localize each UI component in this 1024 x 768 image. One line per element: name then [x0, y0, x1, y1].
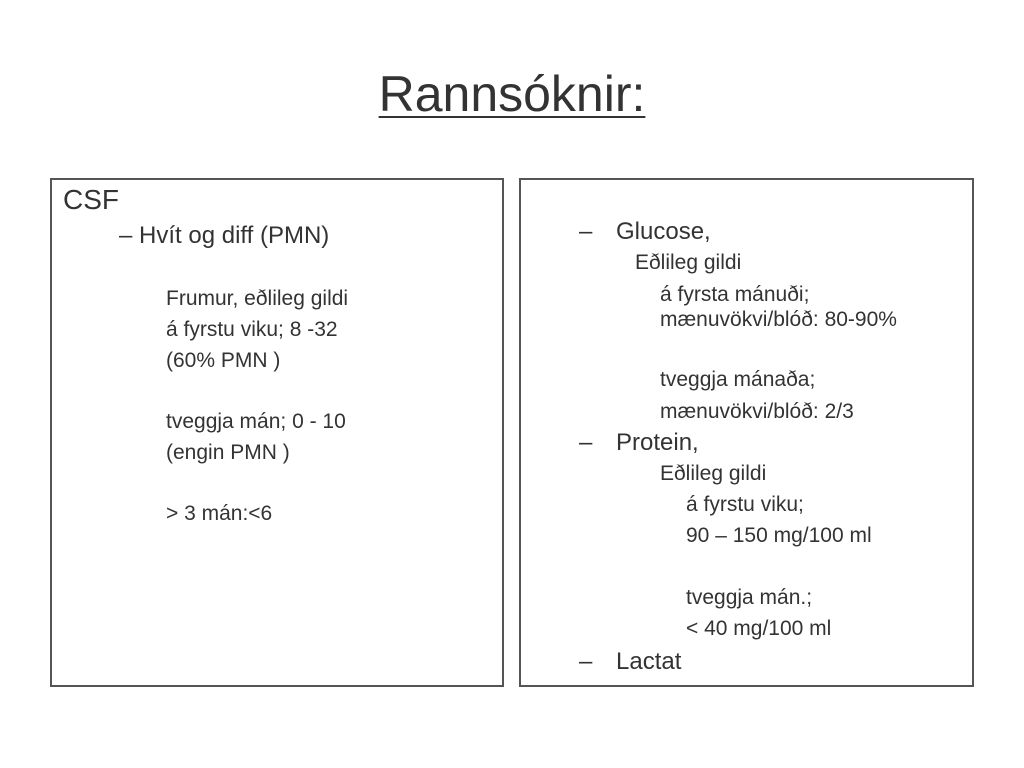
- no-pmn-line: (engin PMN ): [166, 441, 290, 464]
- glucose-bullet: –: [579, 218, 593, 245]
- wbc-diff-item: – Hvít og diff (PMN): [119, 222, 330, 249]
- glucose-two-months-line: tveggja mánaða;: [660, 368, 816, 391]
- protein-first-week-line: á fyrstu viku;: [686, 493, 804, 516]
- over-3-months-line: > 3 mán:<6: [166, 502, 273, 525]
- csf-box: [50, 178, 504, 687]
- protein-bullet: –: [579, 429, 593, 456]
- glucose-ratio-80-90-line: mænuvökvi/blóð: 80-90%: [660, 308, 897, 331]
- protein-normal-label: Eðlileg gildi: [660, 462, 767, 485]
- glucose-first-month-line: á fyrsta mánuði;: [660, 283, 810, 306]
- protein-label: Protein,: [616, 429, 699, 456]
- protein-under-40-line: < 40 mg/100 ml: [686, 617, 832, 640]
- cells-normal-line: Frumur, eðlileg gildi: [166, 287, 349, 310]
- first-week-line: á fyrstu viku; 8 -32: [166, 318, 338, 341]
- protein-two-months-line: tveggja mán.;: [686, 586, 813, 609]
- slide-title: Rannsóknir:: [378, 66, 646, 122]
- pmn-60-line: (60% PMN ): [166, 349, 281, 372]
- glucose-normal-label: Eðlileg gildi: [635, 251, 742, 274]
- lactat-label: Lactat: [616, 648, 682, 675]
- glucose-ratio-2-3-line: mænuvökvi/blóð: 2/3: [660, 400, 854, 423]
- csf-heading: CSF: [63, 184, 119, 215]
- lactat-bullet: –: [579, 648, 593, 675]
- protein-range-line: 90 – 150 mg/100 ml: [686, 524, 872, 547]
- glucose-label: Glucose,: [616, 218, 711, 245]
- two-months-line: tveggja mán; 0 - 10: [166, 410, 346, 433]
- values-box: [519, 178, 974, 687]
